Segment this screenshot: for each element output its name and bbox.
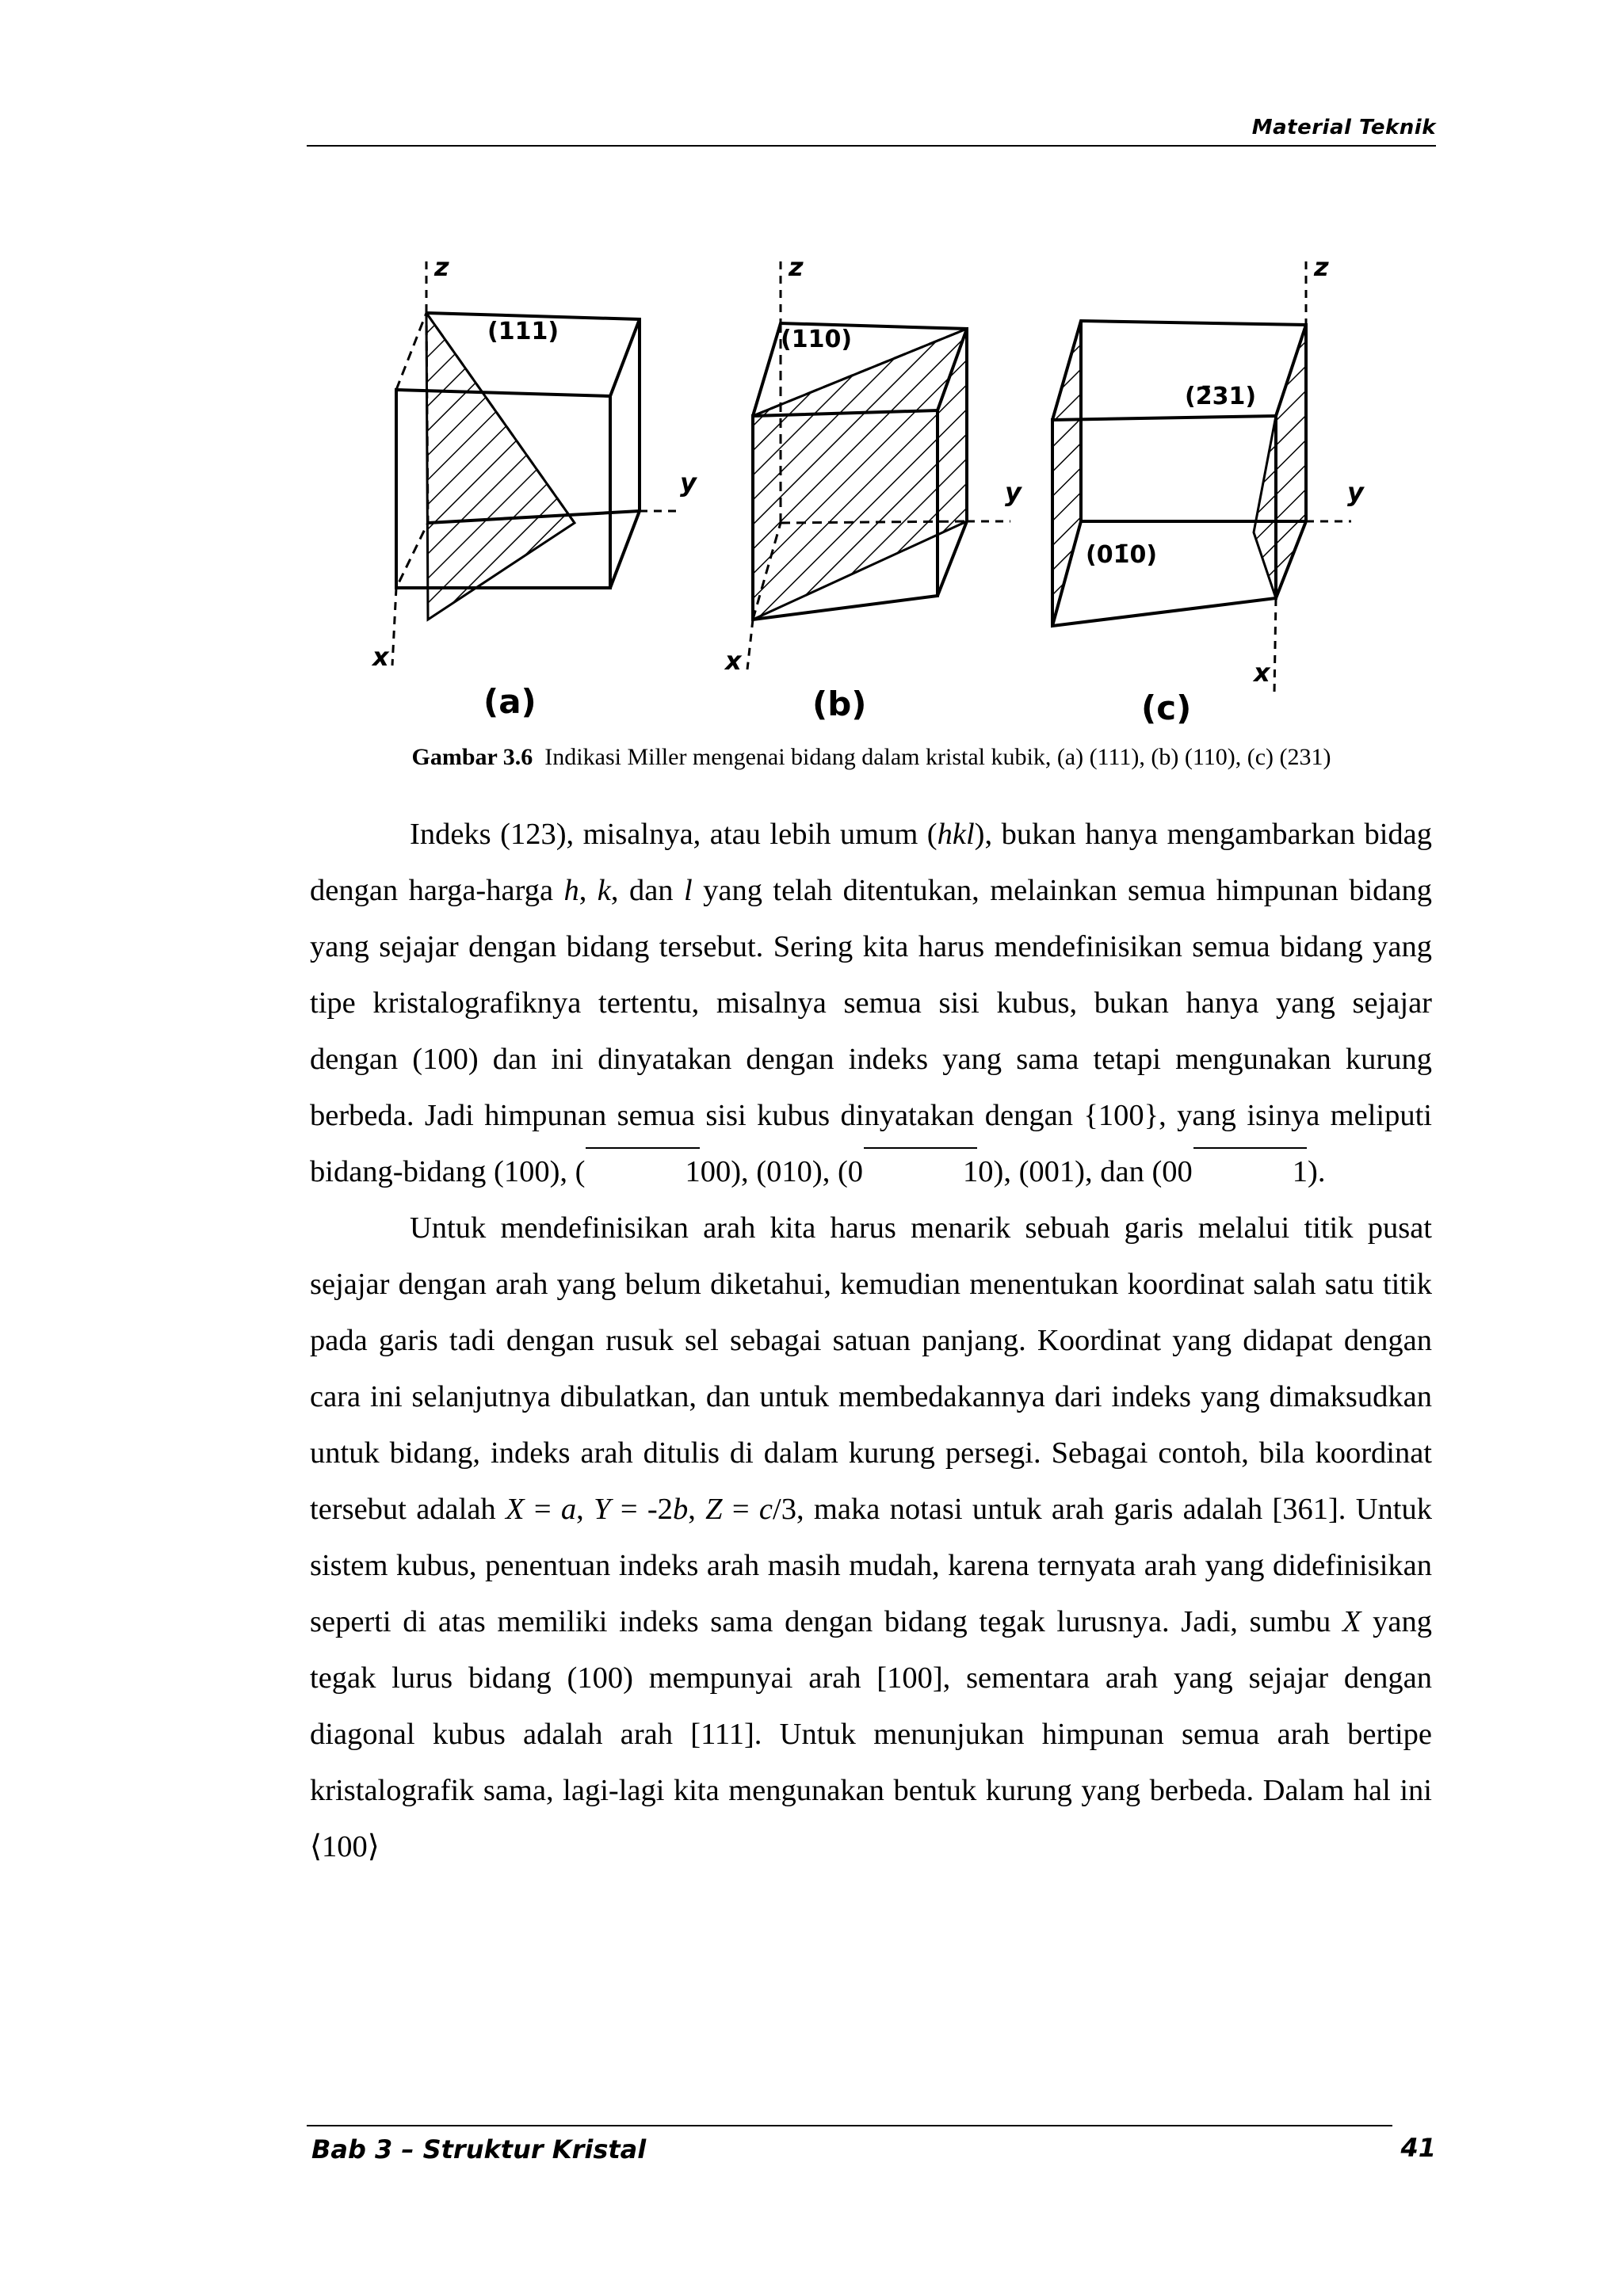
p1-bar-1: 1	[585, 1144, 700, 1200]
axis-x-label-a: x	[372, 642, 389, 672]
p2-direction-family: ⟨100⟩	[310, 1830, 380, 1863]
axis-z-label-c: z	[1314, 252, 1329, 282]
plane-label-c-010: (01̄0)	[1086, 541, 1158, 569]
panel-c	[1052, 252, 1365, 727]
panel-a	[371, 252, 697, 721]
p2-text-h: yang tegak lurus bidang (100) mempunyai arah [100], sementara arah yang sejajar dengan diagonal kubus adalah arah [111]. Untuk menunjukan himpunan semua arah bertipe kristalografik sama, lagi-lagi kita mengunakan bentuk kurung yang berbeda. Dalam hal ini	[310, 1605, 1432, 1807]
p2-text-e: ,	[688, 1493, 706, 1526]
miller-indices-diagram	[349, 238, 1395, 745]
page-number: 41	[1400, 2133, 1436, 2163]
paragraph-2	[310, 1200, 1432, 1875]
chapter-title: Bab 3 – Struktur Kristal	[311, 2134, 647, 2164]
axis-y-label-c: y	[1347, 477, 1364, 507]
paragraph-1	[310, 807, 1432, 1200]
axis-y-label-b: y	[1005, 477, 1022, 507]
miller-figure	[349, 238, 1395, 745]
p2-X: X	[505, 1493, 525, 1526]
p1-hkl: hkl	[937, 818, 975, 851]
panel-label-c: (c)	[1141, 688, 1192, 727]
p1-text-f: 00), (010), (0	[700, 1155, 864, 1188]
plane-label-c: (2̄31)	[1185, 383, 1257, 410]
p1-text-d: , dan	[610, 874, 684, 907]
p2-c-var: c	[758, 1493, 773, 1526]
plane-label-a: (111)	[487, 318, 559, 345]
p2-b-var: b	[672, 1493, 689, 1526]
p1-bar-3: 1	[1193, 1144, 1308, 1200]
figure-caption	[307, 744, 1436, 771]
axis-x-label-b: x	[725, 646, 742, 676]
p2-text-d: = -2	[610, 1493, 673, 1526]
body-text	[310, 807, 1432, 1875]
panel-b	[724, 252, 1022, 723]
p2-text-b: =	[524, 1493, 561, 1526]
p1-l: l	[683, 874, 693, 907]
axis-z-label-a: z	[434, 252, 449, 282]
axis-z-label-b: z	[789, 252, 804, 282]
p1-text-h: ).	[1308, 1155, 1326, 1188]
p1-h: h	[563, 874, 579, 907]
panel-label-b: (b)	[812, 685, 867, 723]
p2-text-c: ,	[576, 1493, 594, 1526]
p2-Z: Z	[705, 1493, 723, 1526]
caption-label: Gambar 3.6	[411, 744, 533, 770]
axis-y-label-a: y	[680, 467, 697, 498]
plane-111	[426, 313, 575, 620]
p1-k: k	[597, 874, 611, 907]
p2-X2: X	[1342, 1605, 1361, 1638]
plane-231	[1254, 325, 1306, 598]
header-rule	[307, 145, 1436, 147]
plane-label-b: (110)	[781, 326, 853, 353]
caption-text: Indikasi Miller mengenai bidang dalam kristal kubik, (a) (111), (b) (110), (c) (231)	[544, 744, 1331, 770]
p1-bar-2: 1	[863, 1144, 978, 1200]
footer-rule	[307, 2125, 1392, 2126]
p2-text-a: Untuk mendefinisikan arah kita harus menarik sebuah garis melalui titik pusat sejajar dengan arah yang belum diketahui, kemudian menentukan koordinat salah satu titik pada garis tadi dengan rusuk sel sebagai satuan panjang. Koordinat yang didapat dengan cara ini selanjutnya dibulatkan, dan untuk membedakannya dari indeks yang dimaksudkan untuk bidang, indeks arah ditulis di dalam kurung persegi. Sebagai contoh, bila koordinat tersebut adalah	[310, 1211, 1432, 1526]
p2-Y: Y	[594, 1493, 611, 1526]
p1-text-g: 0), (001), dan (00	[978, 1155, 1193, 1188]
p2-text-g: /3, maka notasi untuk arah garis adalah [361]. Untuk sistem kubus, penentuan indeks arah masih mudah, karena ternyata arah yang didefinisikan seperti di atas memiliki indeks sama dengan bidang tegak lurusnya. Jadi, sumbu	[310, 1493, 1433, 1638]
p2-text-f: =	[722, 1493, 759, 1526]
p2-a-var: a	[560, 1493, 577, 1526]
p1-text-b: ), bukan hanya mengambarkan bidag dengan harga-harga	[310, 818, 1432, 907]
p1-text-e: yang telah ditentukan, melainkan semua himpunan bidang yang sejajar dengan bidang tersebut. Sering kita harus mendefinisikan semua bidang yang tipe kristalografiknya tertentu, misalnya semua sisi kubus, bukan hanya yang sejajar dengan (100) dan ini dinyatakan dengan indeks yang sama tetapi mengunakan kurung berbeda. Jadi himpunan semua sisi kubus dinyatakan dengan {100}, yang isinya meliputi bidang-bidang (100), (	[310, 874, 1433, 1188]
running-title: Material Teknik	[1251, 116, 1436, 139]
axis-x-label-c: x	[1254, 658, 1270, 688]
panel-label-a: (a)	[483, 682, 537, 721]
p1-text-a: Indeks (123), misalnya, atau lebih umum (	[410, 818, 938, 851]
p1-text-c: ,	[579, 874, 598, 907]
